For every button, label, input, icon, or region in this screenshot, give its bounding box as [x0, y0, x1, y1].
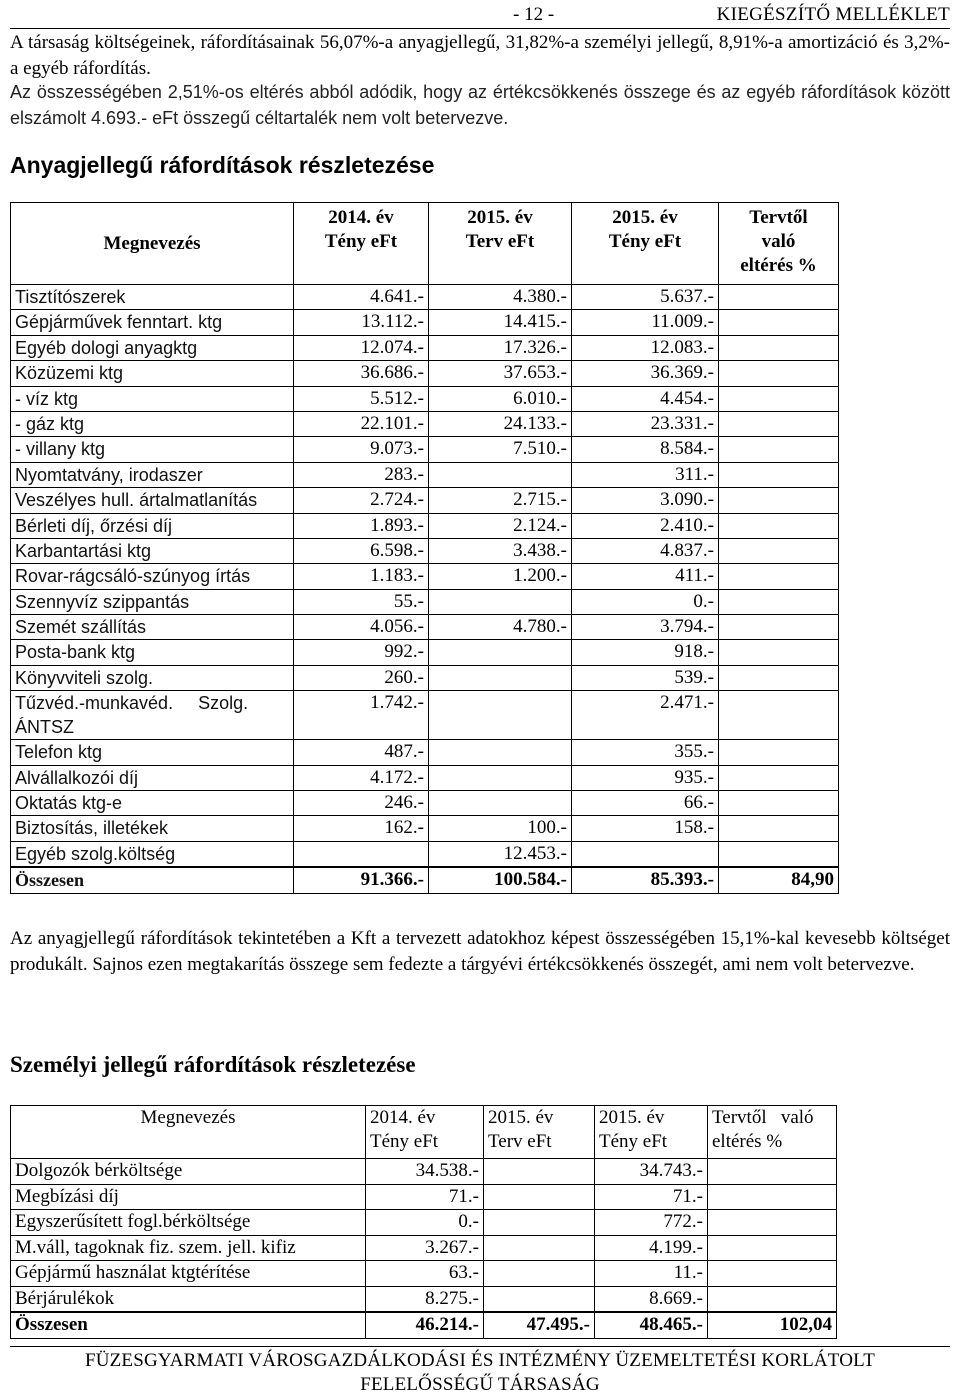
cell-2015-actual: 2.471.- [572, 691, 719, 740]
cell-deviation [719, 411, 839, 436]
table-header-row [11, 1106, 837, 1159]
row-name: Gépjárművek fenntart. ktg [11, 310, 294, 335]
table-row [11, 1286, 837, 1312]
cell-2015-plan [484, 1235, 595, 1261]
header-2015-plan: 2015. év Terv eFt [429, 203, 572, 285]
cell-deviation [719, 386, 839, 411]
table-row [11, 589, 839, 614]
cell-deviation [719, 816, 839, 841]
cell-2014-actual: 8.275.- [366, 1286, 484, 1312]
row-name: Dolgozók bérköltsége [11, 1159, 366, 1185]
table-row [11, 691, 839, 740]
row-name: Egyéb szolg.költség [11, 841, 294, 867]
table-row [11, 740, 839, 765]
cell-2015-plan: 2.124.- [429, 513, 572, 538]
cell-deviation [719, 437, 839, 462]
table-row [11, 386, 839, 411]
cell-2015-plan: 12.453.- [429, 841, 572, 867]
table-row [11, 513, 839, 538]
row-name: Posta-bank ktg [11, 640, 294, 665]
cell-deviation [708, 1184, 837, 1210]
cell-2015-actual: 0.- [572, 589, 719, 614]
cell-deviation [719, 462, 839, 487]
cell-2015-plan: 6.010.- [429, 386, 572, 411]
cell-2014-actual: 55.- [294, 589, 429, 614]
cell-2015-actual: 3.090.- [572, 488, 719, 513]
table-row [11, 1235, 837, 1261]
cell-2015-actual: 935.- [572, 765, 719, 790]
cell-2014-actual: 4.172.- [294, 765, 429, 790]
cell-2015-actual: 4.454.- [572, 386, 719, 411]
cell-2015-actual: 4.837.- [572, 538, 719, 563]
page-header [10, 2, 950, 29]
header-2015-actual: 2015. év Tény eFt [572, 203, 719, 285]
header-name: Megnevezés [11, 1106, 366, 1159]
cell-2014-actual: 63.- [366, 1261, 484, 1287]
cell-2014-actual: 3.267.- [366, 1235, 484, 1261]
header-deviation: Tervtől való eltérés % [708, 1106, 837, 1159]
cell-2015-plan: 100.- [429, 816, 572, 841]
cell-2015-actual: 36.369.- [572, 361, 719, 386]
cell-2015-actual: 71.- [595, 1184, 708, 1210]
row-name: Összesen [11, 867, 294, 893]
annex-title: KIEGÉSZÍTŐ MELLÉKLET [716, 4, 950, 25]
cell-2014-actual: 487.- [294, 740, 429, 765]
cell-2015-plan: 17.326.- [429, 335, 572, 360]
cell-deviation [708, 1235, 837, 1261]
table-row [11, 285, 839, 310]
cell-2014-actual: 22.101.- [294, 411, 429, 436]
row-name: Egyéb dologi anyagktg [11, 335, 294, 360]
cell-2014-actual: 12.074.- [294, 335, 429, 360]
cell-2014-actual: 46.214.- [366, 1312, 484, 1338]
cell-deviation [719, 361, 839, 386]
cell-2015-plan [429, 640, 572, 665]
personnel-costs-table [10, 1105, 837, 1339]
footer-line-1: FÜZESGYARMATI VÁROSGAZDÁLKODÁSI ÉS INTÉZMÉNY ÜZEMELTETÉSI KORLÁTOLT [84, 1350, 876, 1371]
cell-2015-actual: 158.- [572, 816, 719, 841]
cell-2014-actual: 4.641.- [294, 285, 429, 310]
cell-2015-actual: 411.- [572, 564, 719, 589]
cell-2014-actual: 6.598.- [294, 538, 429, 563]
cell-2015-actual: 772.- [595, 1210, 708, 1236]
table-row [11, 791, 839, 816]
cell-2015-actual: 66.- [572, 791, 719, 816]
table-row [11, 462, 839, 487]
cell-deviation [708, 1261, 837, 1287]
row-name: Gépjármű használat ktgtérítése [11, 1261, 366, 1287]
cell-deviation [719, 640, 839, 665]
footer-line-2: FELELŐSSÉGŰ TÁRSASÁG [360, 1374, 600, 1395]
cell-2015-plan: 4.380.- [429, 285, 572, 310]
row-name: Biztosítás, illetékek [11, 816, 294, 841]
cell-2015-actual: 311.- [572, 462, 719, 487]
cell-2015-plan [429, 765, 572, 790]
cell-2015-actual: 2.410.- [572, 513, 719, 538]
cell-2015-plan [429, 589, 572, 614]
page-number: - 12 - [513, 4, 555, 25]
cell-2014-actual: 283.- [294, 462, 429, 487]
cell-2014-actual: 91.366.- [294, 867, 429, 893]
cell-deviation [719, 615, 839, 640]
cell-deviation [719, 841, 839, 867]
row-name: Rovar-rágcsáló-szúnyog írtás [11, 564, 294, 589]
table-row [11, 335, 839, 360]
cell-deviation [719, 740, 839, 765]
cell-2015-plan [429, 691, 572, 740]
row-name: Nyomtatvány, irodaszer [11, 462, 294, 487]
cell-2014-actual: 1.893.- [294, 513, 429, 538]
cell-2015-actual: 11.009.- [572, 310, 719, 335]
row-name: Közüzemi ktg [11, 361, 294, 386]
cell-2015-plan [429, 665, 572, 690]
cell-2015-actual: 12.083.- [572, 335, 719, 360]
cell-deviation [708, 1210, 837, 1236]
cell-2014-actual [294, 841, 429, 867]
cell-2015-plan [429, 740, 572, 765]
table-row [11, 310, 839, 335]
table-row [11, 1159, 837, 1185]
table-row [11, 1261, 837, 1287]
cell-2015-actual: 85.393.- [572, 867, 719, 893]
cell-2014-actual: 992.- [294, 640, 429, 665]
header-2014-actual: 2014. év Tény eFt [294, 203, 429, 285]
header-2015-actual: 2015. év Tény eFt [595, 1106, 708, 1159]
cell-2015-actual: 918.- [572, 640, 719, 665]
table-row [11, 665, 839, 690]
cell-deviation: 102,04 [708, 1312, 837, 1338]
row-name: Egyszerűsített fogl.bérköltsége [11, 1210, 366, 1236]
cell-2015-actual: 8.584.- [572, 437, 719, 462]
cell-2014-actual: 0.- [366, 1210, 484, 1236]
intro-paragraph-2: Az összességében 2,51%-os eltérés abból adódik, hogy az értékcsökkenés összege és az egyéb ráfordítások között elszámolt 4.693.- eFt összegű céltartalék nem volt betervezve. [10, 82, 950, 128]
cell-deviation: 84,90 [719, 867, 839, 893]
cell-deviation [708, 1159, 837, 1185]
cell-2015-plan: 3.438.- [429, 538, 572, 563]
table-header-row [11, 203, 839, 285]
cell-2015-plan: 7.510.- [429, 437, 572, 462]
cell-deviation [719, 335, 839, 360]
cell-2015-actual: 355.- [572, 740, 719, 765]
cell-2015-plan [484, 1286, 595, 1312]
cell-2015-actual: 8.669.- [595, 1286, 708, 1312]
row-name: Könyvviteli szolg. [11, 665, 294, 690]
cell-2015-plan [429, 462, 572, 487]
cell-deviation [719, 513, 839, 538]
header-name: Megnevezés [11, 203, 294, 285]
row-name: Karbantartási ktg [11, 538, 294, 563]
cell-2015-actual [572, 841, 719, 867]
row-name: Veszélyes hull. ártalmatlanítás [11, 488, 294, 513]
header-2014-actual: 2014. év Tény eFt [366, 1106, 484, 1159]
section1-title: Anyagjellegű ráfordítások részletezése [10, 152, 435, 178]
table-total-row [11, 1312, 837, 1338]
row-name: - víz ktg [11, 386, 294, 411]
cell-deviation [719, 538, 839, 563]
cell-2015-actual: 48.465.- [595, 1312, 708, 1338]
cell-deviation [719, 665, 839, 690]
row-name: Tisztítószerek [11, 285, 294, 310]
cell-2014-actual: 246.- [294, 791, 429, 816]
cell-2015-plan: 1.200.- [429, 564, 572, 589]
table-row [11, 816, 839, 841]
cell-2015-actual: 4.199.- [595, 1235, 708, 1261]
table-row [11, 640, 839, 665]
cell-2015-actual: 11.- [595, 1261, 708, 1287]
cell-2015-actual: 34.743.- [595, 1159, 708, 1185]
cell-2015-plan [429, 791, 572, 816]
cell-2014-actual: 13.112.- [294, 310, 429, 335]
row-name: Bérjárulékok [11, 1286, 366, 1312]
cell-deviation [719, 488, 839, 513]
row-name: Szennyvíz szippantás [11, 589, 294, 614]
cell-2015-plan: 100.584.- [429, 867, 572, 893]
row-name: Tűzvéd.-munkavéd. Szolg. ÁNTSZ [11, 691, 294, 740]
table-row [11, 765, 839, 790]
row-name: Szemét szállítás [11, 615, 294, 640]
material-costs-table [10, 202, 839, 894]
table-row [11, 564, 839, 589]
header-deviation: Tervtől való eltérés % [719, 203, 839, 285]
row-name: Oktatás ktg-e [11, 791, 294, 816]
cell-2015-plan: 37.653.- [429, 361, 572, 386]
cell-2014-actual: 5.512.- [294, 386, 429, 411]
cell-2015-plan: 4.780.- [429, 615, 572, 640]
cell-deviation [719, 310, 839, 335]
table-row [11, 437, 839, 462]
cell-2014-actual: 1.183.- [294, 564, 429, 589]
cell-2015-plan [484, 1159, 595, 1185]
cell-2015-plan: 14.415.- [429, 310, 572, 335]
cell-2015-actual: 5.637.- [572, 285, 719, 310]
table-row [11, 538, 839, 563]
cell-2014-actual: 1.742.- [294, 691, 429, 740]
summary-paragraph: Az anyagjellegű ráfordítások tekintetében a Kft a tervezett adatokhoz képest összességében 15,1%-kal kevesebb költséget produkált. Sajnos ezen megtakarítás összege sem fedezte a tárgyévi értékcsökkenés összegét, ami nem volt betervezve. [10, 928, 950, 975]
cell-2014-actual: 260.- [294, 665, 429, 690]
row-name: - villany ktg [11, 437, 294, 462]
table-row [11, 488, 839, 513]
row-name: - gáz ktg [11, 411, 294, 436]
cell-deviation [719, 285, 839, 310]
cell-deviation [719, 765, 839, 790]
cell-2014-actual: 34.538.- [366, 1159, 484, 1185]
cell-deviation [719, 589, 839, 614]
table-row [11, 361, 839, 386]
cell-2015-plan: 24.133.- [429, 411, 572, 436]
cell-2015-plan [484, 1261, 595, 1287]
header-2015-plan: 2015. év Terv eFt [484, 1106, 595, 1159]
row-name: Összesen [11, 1312, 366, 1338]
page-footer [10, 1346, 950, 1397]
cell-deviation [719, 564, 839, 589]
cell-2014-actual: 36.686.- [294, 361, 429, 386]
cell-deviation [719, 791, 839, 816]
cell-deviation [719, 691, 839, 740]
cell-2015-plan: 47.495.- [484, 1312, 595, 1338]
table-row [11, 411, 839, 436]
cell-2015-actual: 539.- [572, 665, 719, 690]
table-total-row [11, 867, 839, 893]
cell-2014-actual: 4.056.- [294, 615, 429, 640]
table-row [11, 841, 839, 867]
section2-title: Személyi jellegű ráfordítások részletezése [10, 1052, 416, 1077]
cell-2015-actual: 23.331.- [572, 411, 719, 436]
intro-paragraph-1: A társaság költségeinek, ráfordításainak 56,07%-a anyagjellegű, 31,82%-a személyi jellegű, 8,91%-a amortizáció és 3,2%-a egyéb ráfordítás. [10, 32, 950, 79]
cell-2014-actual: 9.073.- [294, 437, 429, 462]
cell-2015-plan: 2.715.- [429, 488, 572, 513]
cell-2014-actual: 71.- [366, 1184, 484, 1210]
row-name: M.váll, tagoknak fiz. szem. jell. kifiz [11, 1235, 366, 1261]
row-name: Megbízási díj [11, 1184, 366, 1210]
cell-2014-actual: 2.724.- [294, 488, 429, 513]
table-row [11, 1184, 837, 1210]
row-name: Bérleti díj, őrzési díj [11, 513, 294, 538]
table-row [11, 1210, 837, 1236]
row-name: Telefon ktg [11, 740, 294, 765]
table-row [11, 615, 839, 640]
row-name: Alvállalkozói díj [11, 765, 294, 790]
cell-deviation [708, 1286, 837, 1312]
cell-2015-plan [484, 1184, 595, 1210]
cell-2014-actual: 162.- [294, 816, 429, 841]
cell-2015-plan [484, 1210, 595, 1236]
cell-2015-actual: 3.794.- [572, 615, 719, 640]
